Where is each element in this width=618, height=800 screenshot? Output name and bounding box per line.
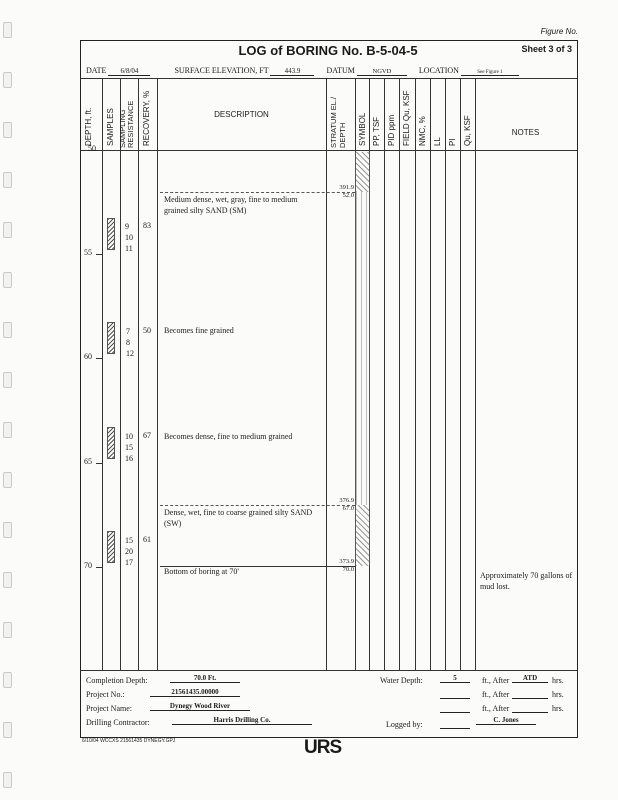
project-no-value: 21561435.00000 <box>150 688 240 697</box>
stratum-2: 376.9 67.0 <box>339 497 354 512</box>
sample-interval-3 <box>107 427 115 459</box>
notes-text: Approximately 70 gallons of mud lost. <box>480 571 573 591</box>
col-recovery-header: RECOVERY, % <box>142 90 151 146</box>
file-reference: 6/10/04 WCCXS 21561435 DYNEGY.GPJ <box>82 738 176 744</box>
figure-label: Figure No. <box>540 27 578 36</box>
sample-2-blows: 7 8 12 <box>126 327 134 358</box>
description-4: Dense, wet, fine to coarse grained silty SAND (SW) <box>164 508 313 528</box>
urs-logo: URS <box>304 737 342 758</box>
surface-elevation-value: 443.9 <box>270 67 314 76</box>
hrs-label-1: hrs. <box>552 676 564 685</box>
drilling-contractor-value: Harris Drilling Co. <box>172 716 312 725</box>
sample-4-blows: 15 20 17 <box>125 536 133 567</box>
surface-elevation-label: SURFACE ELEVATION, FT <box>174 66 269 75</box>
location-label: LOCATION <box>418 66 459 75</box>
water-after-label-1: ft., After <box>482 676 510 685</box>
soil-symbol-sw <box>355 505 370 566</box>
sample-2-recovery: 50 <box>143 326 151 335</box>
water-after-label-3: ft., After <box>482 704 510 713</box>
col-pi-header: PI <box>448 138 457 146</box>
col-field-qu-header: FIELD Qu, KSF <box>402 90 411 146</box>
col-sampling-resistance-header: SAMPLING RESISTANCE <box>118 100 135 148</box>
col-description-header: DESCRIPTION <box>214 110 269 119</box>
sample-interval-4 <box>107 531 115 563</box>
datum-label: DATUM <box>326 66 355 75</box>
col-nmc-header: NMC, % <box>418 116 427 146</box>
water-depth-value: 5 <box>440 674 470 683</box>
water-after-label-2: ft., After <box>482 690 510 699</box>
depth-tick-55: 55 <box>84 248 92 257</box>
soil-symbol-sm <box>355 192 370 505</box>
stratum-boundary-1 <box>160 192 355 193</box>
col-pp-header: PP, TSF <box>372 116 381 146</box>
datum-value: NGVD <box>357 68 407 76</box>
col-notes-header: NOTES <box>511 128 540 137</box>
stratum-boundary-2 <box>160 505 355 506</box>
log-title: LOG of BORING No. B-5-04-5 <box>238 43 418 58</box>
drilling-contractor-label: Drilling Contractor: <box>86 718 150 727</box>
col-depth-header: DEPTH, ft. <box>84 107 93 146</box>
depth-tick-70: 70 <box>84 561 92 570</box>
depth-tick-50: 50 <box>88 144 96 153</box>
col-symbol-header: SYMBOL <box>358 112 367 146</box>
date-value: 6/8/04 <box>108 67 150 76</box>
soil-symbol-sm-upper <box>355 152 370 192</box>
col-stratum-header: STRATUM EL./ DEPTH <box>329 96 347 148</box>
project-name-value: Dynegy Wood River <box>150 702 250 711</box>
description-1: Medium dense, wet, gray, fine to medium grained silty SAND (SM) <box>164 195 298 215</box>
project-name-label: Project Name: <box>86 704 132 713</box>
water-depth-label: Water Depth: <box>380 676 423 685</box>
sample-4-recovery: 61 <box>143 535 151 544</box>
sample-1-blows: 9 10 11 <box>125 222 133 253</box>
header-info-row <box>86 66 572 76</box>
description-2: Becomes fine grained <box>164 326 234 335</box>
sheet-number: Sheet 3 of 3 <box>521 44 572 54</box>
logged-by-label: Logged by: <box>386 720 423 729</box>
sample-interval-1 <box>107 218 115 250</box>
hrs-label-3: hrs. <box>552 704 564 713</box>
stratum-3: 373.9 70.0 <box>339 558 354 573</box>
depth-tick-60: 60 <box>84 352 92 361</box>
sample-3-blows: 10 15 16 <box>125 432 133 463</box>
description-5: Bottom of boring at 70' <box>164 567 239 576</box>
water-after-value: ATD <box>512 674 548 683</box>
col-samples-header: SAMPLES <box>106 108 115 146</box>
depth-tick-65: 65 <box>84 457 92 466</box>
col-ll-header: LL <box>433 137 442 146</box>
completion-depth-value: 70.0 Ft. <box>170 674 240 683</box>
hrs-label-2: hrs. <box>552 690 564 699</box>
sample-1-recovery: 83 <box>143 221 151 230</box>
completion-depth-label: Completion Depth: <box>86 676 148 685</box>
col-pid-header: PID ppm <box>387 114 396 146</box>
date-label: DATE <box>86 66 107 75</box>
project-no-label: Project No.: <box>86 690 125 699</box>
col-qu-header: Qu, KSF <box>463 115 472 146</box>
sample-interval-2 <box>107 322 115 354</box>
sample-3-recovery: 67 <box>143 431 151 440</box>
description-3: Becomes dense, fine to medium grained <box>164 432 293 441</box>
logged-by-value: C. Jones <box>476 716 536 725</box>
location-value: See Figure 1 <box>461 70 519 76</box>
stratum-1: 391.9 52.0 <box>339 184 354 199</box>
